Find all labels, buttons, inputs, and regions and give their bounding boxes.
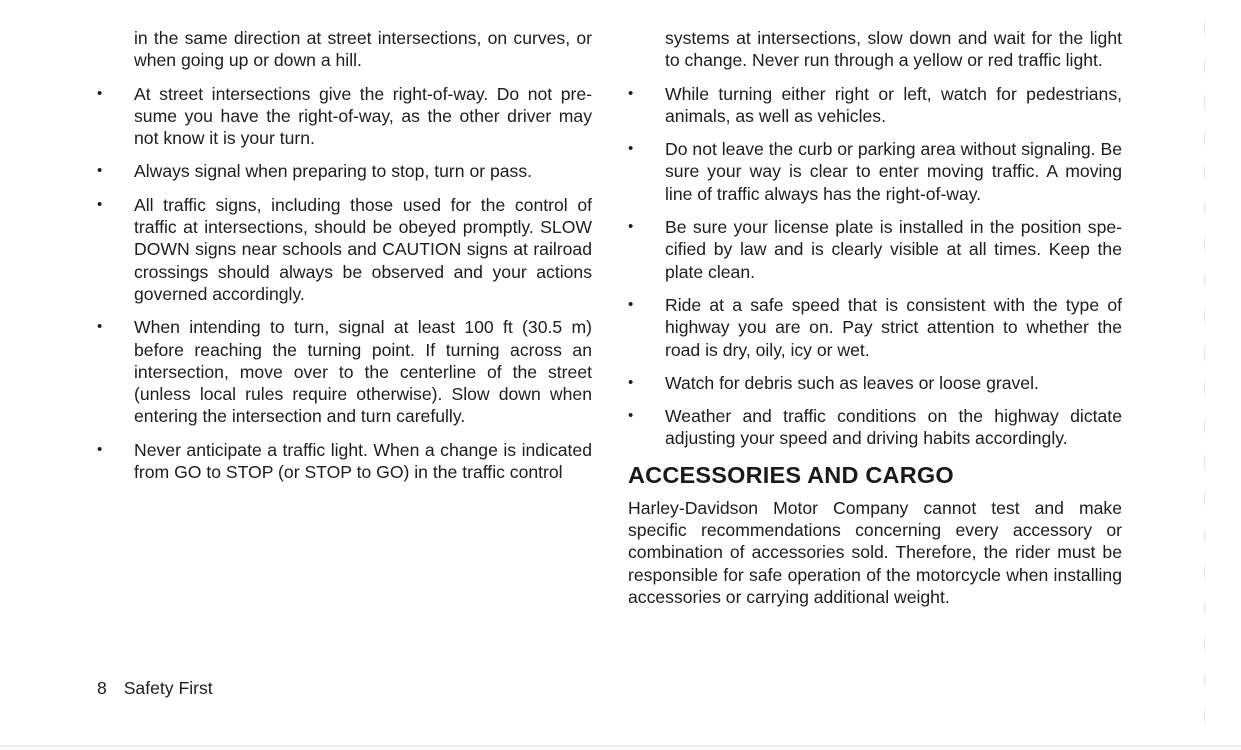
bullet-text: Ride at a safe speed that is consistent with the type of highway you are on. Pay strict attention to whether the road is dry, oily, icy or wet. [665,294,1122,360]
right-column [628,27,1122,608]
bullet-item [97,194,592,305]
bullet-dot: • [628,218,634,236]
bullet-item [628,83,1122,128]
bullet-item [628,216,1122,283]
bullet-dot: • [97,195,103,213]
bullet-text: When intending to turn, signal at least 100 ft (30.5 m) before reaching the turning point. If turning across an intersection, move over to the centerline of the street (unless local rules require otherwise). Slow down when entering the intersection and turn carefully. [134,317,592,427]
bullet-dot: • [628,84,634,102]
bullet-dot: • [97,440,103,458]
bullet-dot: • [97,318,103,336]
right-continuation-text: systems at intersections, slow down and wait for the light to change. Never run through a yellow or red traffic light. [665,28,1122,71]
bullet-item [628,138,1122,205]
binding-mark [1204,236,1208,252]
section-body: Harley-Davidson Motor Company cannot test and make specific recommendations concerning every accessory or combination of accessories sold. Therefore, the rider must be responsible for safe operation of the motorcycle when installing accessories or carrying additional weight. [628,497,1122,607]
binding-mark [1204,20,1208,36]
bullet-text: All traffic signs, including those used for the control of traffic at intersections, should be obeyed promptly. SLOW DOWN signs near schools and CAUTION signs at railroad crossings should always be observed and your actions governed accordingly. [134,194,592,304]
binding-mark [1204,130,1208,146]
bullet-item [97,83,592,150]
page-number: 8 [97,678,107,698]
binding-edge-marks [1204,0,1212,750]
binding-mark [1204,380,1208,396]
bullet-dot: • [628,373,634,391]
bullet-dot: • [628,407,634,425]
page-footer [97,677,213,699]
page-bottom-edge [0,745,1241,747]
binding-mark [1204,345,1208,361]
left-column [97,27,592,483]
bullet-dot: • [97,162,103,180]
bullet-text: Never anticipate a traffic light. When a change is indicated from GO to STOP (or STOP to GO) in the traffic control [134,439,592,483]
binding-mark [1204,418,1208,434]
binding-mark [1204,636,1208,652]
binding-mark [1204,672,1208,688]
bullet-text: Do not leave the curb or parking area without signaling. Be sure your way is clear to enter moving traffic. A moving line of traffic always has the right-of-way. [665,139,1122,204]
binding-mark [1204,272,1208,288]
bullet-text: Watch for debris such as leaves or loose gravel. [665,372,1039,393]
bullet-text: At street intersections give the right-of-way. Do not pre-sume you have the right-of-way, as the other driver may not know it is your turn. [134,83,592,149]
bullet-item [97,160,592,182]
bullet-dot: • [628,295,634,313]
binding-mark [1204,200,1208,216]
bullet-text: Always signal when preparing to stop, turn or pass. [134,161,533,182]
section-heading: ACCESSORIES AND CARGO [628,461,954,488]
bullet-text: Be sure your license plate is installed in the position spe-cified by law and is clearly visible at all times. Keep the plate clean. [665,217,1122,282]
bullet-dot: • [97,84,103,102]
binding-mark [1204,600,1208,616]
footer-section-title: Safety First [123,678,213,698]
bullet-item [97,316,592,427]
bullet-item [628,405,1122,450]
binding-mark [1204,490,1208,506]
bullet-item [97,439,592,484]
binding-mark [1204,455,1208,471]
binding-mark [1204,528,1208,544]
binding-mark [1204,95,1208,111]
bullet-item [628,294,1122,361]
bullet-text: While turning either right or left, watch for pedestrians, animals, as well as vehicles. [665,83,1122,126]
binding-mark [1204,308,1208,324]
bullet-text: Weather and traffic conditions on the highway dictate adjusting your speed and driving habits accordingly. [665,406,1122,449]
binding-mark [1204,564,1208,580]
binding-mark [1204,58,1208,74]
binding-mark [1204,165,1208,181]
binding-mark [1204,708,1208,724]
bullet-dot: • [628,140,634,158]
left-continuation-text: in the same direction at street intersections, on curves, or when going up or down a hill. [134,28,592,71]
bullet-item [628,372,1122,394]
